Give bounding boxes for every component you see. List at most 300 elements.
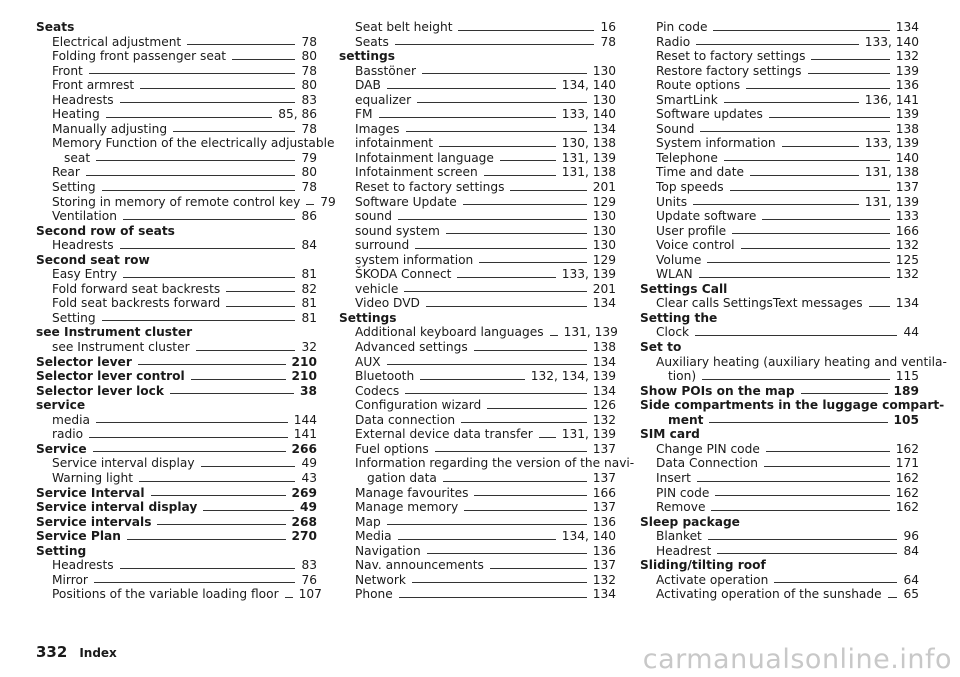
page-reference: 79 (320, 194, 336, 209)
page-reference: 134 (592, 121, 616, 136)
index-term: Units (656, 194, 688, 209)
leader-line (285, 597, 293, 598)
index-entry (339, 587, 616, 602)
leader-line (415, 248, 586, 249)
index-entry (339, 35, 616, 50)
page-reference: 132 (592, 412, 616, 427)
index-entry (640, 64, 919, 79)
index-entry (339, 427, 616, 442)
page-reference: 43 (301, 470, 317, 485)
index-entry (36, 486, 317, 501)
index-term: Pin code (656, 20, 708, 34)
leader-line (395, 44, 595, 45)
index-term: Bluetooth (355, 369, 415, 384)
leader-line (762, 219, 889, 220)
leader-line (750, 175, 859, 176)
index-term: External device data transfer (355, 427, 533, 442)
index-entry (36, 267, 317, 282)
page-reference: 38 (300, 383, 317, 398)
index-entry (339, 311, 616, 326)
index-entry (36, 165, 317, 180)
index-column-1 (36, 20, 336, 602)
index-entry (36, 355, 317, 370)
page-reference: 82 (301, 281, 317, 296)
index-entry (339, 78, 616, 93)
index-term: Restore factory settings (656, 63, 802, 78)
index-term: ment (668, 412, 704, 427)
page-reference: 126 (592, 398, 616, 413)
page-reference: 130 (592, 63, 616, 78)
page-reference: 138 (895, 121, 919, 136)
index-term: Software updates (656, 107, 763, 122)
leader-line (487, 408, 586, 409)
page-reference: 130 (592, 209, 616, 224)
leader-line (138, 364, 286, 365)
index-term: Side compartments in the luggage compart- (640, 398, 945, 413)
index-entry (640, 209, 919, 224)
page-reference: 130 (592, 223, 616, 238)
index-term: Memory Function of the electrically adjustable (52, 136, 335, 151)
index-term: Clock (656, 325, 690, 340)
index-term: Set to (640, 340, 682, 355)
index-term: Settings Call (640, 281, 728, 296)
page-reference: 105 (893, 412, 919, 427)
leader-line (96, 422, 288, 423)
index-term: Service interval display (36, 500, 198, 515)
index-entry (36, 325, 317, 340)
index-entry (36, 20, 317, 35)
page-reference: 65 (903, 587, 919, 602)
index-entry (36, 122, 317, 137)
index-term: Infotainment language (355, 150, 494, 165)
index-term: Video DVD (355, 296, 420, 311)
index-entry (640, 515, 919, 530)
page-reference: 130 (592, 238, 616, 253)
leader-line (387, 364, 587, 365)
leader-line (86, 175, 296, 176)
index-entry (36, 558, 317, 573)
page-reference: 134 (592, 587, 616, 602)
leader-line (426, 306, 587, 307)
page-reference: 134, 140 (561, 78, 616, 93)
page-reference: 141 (293, 427, 317, 442)
leader-line (801, 393, 888, 394)
index-term: Codecs (355, 383, 400, 398)
index-term: Sleep package (640, 514, 740, 529)
index-entry (640, 427, 919, 442)
page-reference: 115 (895, 369, 919, 384)
page-reference: 96 (903, 529, 919, 544)
index-entry (339, 456, 635, 471)
index-term: Front armrest (52, 78, 135, 93)
leader-line (96, 160, 295, 161)
index-entry (36, 151, 317, 166)
leader-line (306, 204, 314, 205)
index-term: Second row of seats (36, 223, 175, 238)
index-entry (339, 544, 616, 559)
leader-line (443, 481, 587, 482)
page-reference: 210 (291, 354, 317, 369)
index-term: ŠKODA Connect (355, 267, 452, 282)
leader-line (89, 437, 288, 438)
leader-line (387, 88, 556, 89)
index-term: system information (355, 252, 474, 267)
page-reference: 132 (895, 238, 919, 253)
index-entry (36, 442, 317, 457)
leader-line (399, 597, 587, 598)
index-entry (339, 384, 616, 399)
page-reference: 78 (301, 121, 317, 136)
index-entry (36, 529, 317, 544)
index-term: Configuration wizard (355, 398, 482, 413)
index-term: equalizer (355, 92, 412, 107)
page-reference: 84 (903, 543, 919, 558)
index-entry (339, 282, 616, 297)
index-term: Auxiliary heating (auxiliary heating and ventila- (656, 354, 947, 369)
leader-line (746, 88, 890, 89)
index-term: Basstöner (355, 63, 416, 78)
index-term: Sliding/tilting roof (640, 558, 766, 573)
page-reference: 131, 139 (563, 325, 618, 340)
index-entry (339, 165, 616, 180)
index-term: Settings (339, 310, 397, 325)
index-term: Advanced settings (355, 340, 468, 355)
index-entry (339, 325, 616, 340)
page-reference: 129 (592, 252, 616, 267)
page-reference: 83 (301, 558, 317, 573)
index-entry (640, 486, 919, 501)
page-reference: 269 (291, 485, 317, 500)
index-entry (640, 500, 919, 515)
index-term: Update software (656, 209, 757, 224)
index-entry (36, 500, 317, 515)
leader-line (435, 451, 587, 452)
page-reference: 107 (298, 587, 322, 602)
leader-line (157, 524, 285, 525)
index-term: Electrical adjustment (52, 34, 182, 49)
index-term: SmartLink (656, 92, 718, 107)
leader-line (102, 190, 296, 191)
index-term: Setting (52, 310, 96, 325)
index-term: media (52, 412, 90, 427)
index-term: Fuel options (355, 441, 429, 456)
index-term: AUX (355, 354, 381, 369)
leader-line (226, 306, 295, 307)
index-entry (640, 180, 919, 195)
page-reference: 132 (592, 572, 616, 587)
index-term: Activating operation of the sunshade (656, 587, 882, 602)
index-entry (339, 573, 616, 588)
leader-line (232, 59, 295, 60)
leader-line (774, 582, 897, 583)
index-term: Activate operation (656, 572, 769, 587)
index-entry (640, 529, 919, 544)
index-entry (36, 64, 317, 79)
watermark-text: carmanualsonline.info (642, 644, 952, 675)
page-reference: 140 (895, 150, 919, 165)
leader-line (479, 262, 586, 263)
section-label: Index (79, 646, 117, 660)
leader-line (702, 379, 890, 380)
index-entry (640, 456, 919, 471)
leader-line (724, 102, 859, 103)
index-term: Clear calls SettingsText messages (656, 296, 863, 311)
index-entry (36, 224, 317, 239)
leader-line (120, 102, 296, 103)
index-entry (640, 107, 919, 122)
page-reference: 210 (291, 369, 317, 384)
index-term: Setting the (640, 310, 718, 325)
index-entry (36, 35, 317, 50)
page-reference: 162 (895, 441, 919, 456)
page-reference: 137 (592, 558, 616, 573)
index-term: see Instrument cluster (36, 325, 193, 340)
page-reference: 79 (301, 150, 317, 165)
leader-line (708, 539, 898, 540)
leader-line (226, 291, 295, 292)
index-term: Service Interval (36, 485, 145, 500)
leader-line (102, 320, 296, 321)
leader-line (713, 30, 889, 31)
leader-line (405, 393, 586, 394)
leader-line (106, 117, 272, 118)
leader-line (463, 204, 587, 205)
leader-line (715, 495, 889, 496)
index-entry (640, 195, 919, 210)
page-reference: 201 (592, 180, 616, 195)
page-reference: 64 (903, 572, 919, 587)
index-term: Reset to factory settings (355, 180, 505, 195)
page-reference: 80 (301, 165, 317, 180)
index-term: Infotainment screen (355, 165, 478, 180)
page-reference: 80 (301, 49, 317, 64)
index-entry (36, 296, 317, 311)
index-entry (640, 442, 919, 457)
page-reference: 78 (301, 63, 317, 78)
index-entry (36, 456, 317, 471)
index-entry (339, 471, 616, 486)
leader-line (539, 437, 556, 438)
page-reference: 133, 139 (864, 136, 919, 151)
page-reference: 130 (592, 92, 616, 107)
index-term: FM (355, 107, 373, 122)
index-term: System information (656, 136, 776, 151)
index-entry (640, 20, 919, 35)
leader-line (707, 262, 889, 263)
leader-line (89, 73, 296, 74)
leader-line (461, 422, 587, 423)
index-entry (339, 398, 616, 413)
index-term: Blanket (656, 529, 702, 544)
leader-line (550, 335, 558, 336)
index-entry (36, 238, 317, 253)
index-term: Radio (656, 34, 691, 49)
index-term: service (36, 398, 86, 413)
index-term: Images (355, 121, 400, 136)
page-reference: 129 (592, 194, 616, 209)
leader-line (888, 597, 898, 598)
index-term: Service interval display (52, 456, 195, 471)
page-reference: 137 (592, 500, 616, 515)
index-entry (36, 107, 317, 122)
index-term: DAB (355, 78, 381, 93)
leader-line (170, 393, 294, 394)
page-reference: 78 (600, 34, 616, 49)
page-reference: 16 (600, 20, 616, 34)
index-term: Show POIs on the map (640, 383, 795, 398)
index-term: Time and date (656, 165, 744, 180)
page-reference: 132, 134, 139 (530, 369, 616, 384)
leader-line (717, 553, 897, 554)
leader-line (446, 233, 587, 234)
index-term: Navigation (355, 543, 421, 558)
index-entry (36, 136, 335, 151)
leader-line (120, 248, 296, 249)
index-term: see Instrument cluster (52, 340, 190, 355)
leader-line (404, 291, 586, 292)
page-reference: 86 (301, 209, 317, 224)
index-entry (36, 311, 317, 326)
index-entry (640, 93, 919, 108)
index-entry (339, 500, 616, 515)
index-term: Selector lever (36, 354, 132, 369)
leader-line (191, 379, 286, 380)
index-entry (339, 136, 616, 151)
index-term: Headrest (656, 543, 712, 558)
index-term: Nav. announcements (355, 558, 484, 573)
leader-line (510, 190, 586, 191)
index-term: Software Update (355, 194, 457, 209)
index-term: Fold seat backrests forward (52, 296, 221, 311)
index-entry (339, 267, 616, 282)
page-reference: 137 (592, 470, 616, 485)
index-entry (36, 78, 317, 93)
index-term: Information regarding the version of the navi- (355, 456, 635, 471)
index-entry (339, 122, 616, 137)
index-term: Additional keyboard languages (355, 325, 544, 340)
index-entry (339, 209, 616, 224)
index-term: Map (355, 514, 381, 529)
index-term: Fold forward seat backrests (52, 281, 221, 296)
index-entry (36, 587, 322, 602)
page-reference: 131, 138 (864, 165, 919, 180)
page-reference: 83 (301, 92, 317, 107)
index-entry (339, 93, 616, 108)
index-term: Route options (656, 78, 741, 93)
leader-line (457, 277, 555, 278)
index-entry (640, 122, 919, 137)
index-entry (640, 471, 919, 486)
index-term: Manually adjusting (52, 121, 168, 136)
page-reference: 133, 140 (561, 107, 616, 122)
leader-line (500, 160, 556, 161)
leader-line (741, 248, 890, 249)
leader-line (120, 568, 296, 569)
page-reference: 131, 139 (864, 194, 919, 209)
page-reference: 134 (895, 20, 919, 34)
index-entry (36, 544, 317, 559)
leader-line (420, 379, 525, 380)
index-column-3 (640, 20, 947, 602)
index-entry (36, 573, 317, 588)
index-entry (339, 529, 616, 544)
index-entry (36, 93, 317, 108)
page-reference: 131, 138 (561, 165, 616, 180)
index-term: Front (52, 63, 83, 78)
page-reference: 131, 139 (561, 427, 616, 442)
leader-line (696, 44, 858, 45)
leader-line (808, 73, 890, 74)
index-entry (339, 20, 616, 35)
leader-line (769, 117, 890, 118)
leader-line (196, 350, 296, 351)
index-entry (339, 107, 616, 122)
page-reference: 81 (301, 267, 317, 282)
index-term: radio (52, 427, 84, 442)
leader-line (474, 495, 586, 496)
index-term: Positions of the variable loading floor (52, 587, 279, 602)
leader-line (484, 175, 556, 176)
index-entry (339, 238, 616, 253)
index-term: Ventilation (52, 209, 117, 224)
page-reference: 49 (301, 456, 317, 471)
index-term: surround (355, 238, 410, 253)
leader-line (730, 190, 890, 191)
page-reference: 189 (893, 383, 919, 398)
leader-line (127, 539, 286, 540)
page-reference: 266 (291, 441, 317, 456)
page-reference: 162 (895, 500, 919, 515)
leader-line (422, 73, 587, 74)
index-term: tion) (668, 369, 697, 384)
leader-line (464, 510, 587, 511)
index-term: Warning light (52, 470, 133, 485)
index-column-2 (339, 20, 635, 602)
index-term: Seats (36, 20, 75, 34)
index-entry (640, 340, 919, 355)
index-entry (36, 413, 317, 428)
leader-line (427, 553, 587, 554)
index-term: Remove (656, 500, 706, 515)
leader-line (711, 510, 889, 511)
page-reference: 144 (293, 412, 317, 427)
index-term: Data Connection (656, 456, 758, 471)
index-term: Selector lever lock (36, 383, 164, 398)
index-entry (36, 398, 317, 413)
index-entry (640, 35, 919, 50)
page-reference: 162 (895, 485, 919, 500)
leader-line (412, 582, 587, 583)
page-reference: 134 (895, 296, 919, 311)
index-entry (640, 354, 947, 370)
leader-line (700, 131, 889, 132)
index-term: sound system (355, 223, 440, 238)
page-reference: 81 (301, 296, 317, 311)
leader-line (151, 495, 286, 496)
page-reference: 268 (291, 514, 317, 529)
index-term: infotainment (355, 136, 434, 151)
index-term: Setting (52, 180, 96, 195)
index-term: Second seat row (36, 252, 150, 267)
index-term: Folding front passenger seat (52, 49, 227, 64)
leader-line (139, 481, 295, 482)
index-entry (339, 253, 616, 268)
index-entry (640, 253, 919, 268)
leader-line (187, 44, 295, 45)
page-reference: 134 (592, 383, 616, 398)
leader-line (695, 335, 897, 336)
index-term: Manage favourites (355, 485, 469, 500)
